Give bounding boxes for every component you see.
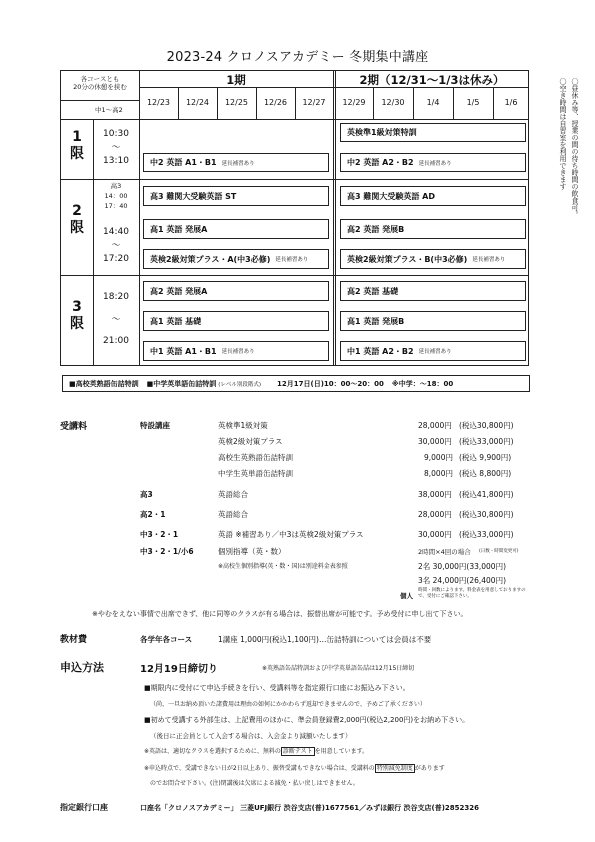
course-p2-t1-c: 英検2級対策プラス・A(中3必修) 延長補習あり: [143, 249, 329, 269]
period2-start: 14:40: [103, 227, 129, 237]
course-p3-t1-b: 高1 英語 基礎: [143, 311, 329, 331]
fee-footnote: ※やむをえない事情で出席できず、他に同等のクラスが有る場合は、振替出席が可能です。予め受付に申し出て下さい。: [92, 610, 468, 618]
grade-label: 高2・1: [140, 510, 166, 519]
date-cell: 12/27: [302, 98, 326, 107]
course-p2-t2-a: 高3 難関大受験英語 AD: [340, 186, 526, 206]
materials-heading: 教材費: [60, 635, 88, 645]
course-p2-t1-a: 高3 難関大受験英語 ST: [143, 186, 329, 206]
page-title: 2023-24 クロノスアカデミー 冬期集中講座: [166, 50, 429, 65]
period1-start: 10:30: [103, 129, 129, 139]
course-p2-t2-b: 高2 英語 発展B: [340, 219, 526, 239]
corner-note-1: 各コースとも: [80, 75, 120, 83]
corner-note-2: 20分の休憩を挟む: [73, 83, 127, 91]
date-cell: 12/24: [185, 98, 210, 107]
grade-label: 中3・2・1/小6: [140, 547, 194, 556]
schedule-table: 各コースとも 20分の休憩を挟む 中1〜高2 1期 2期（12/31〜1/3は休み） 12/23 12/24 12/25 12/26 12/27 12/29 12/30 1/4 1/5 1/6 1限 10:30 〜 13:10 2限 高3 14：00 17：40 14:40 〜 17:20 3限 18:20 〜 21:00 中2 英語 A1・B1 延長補習あり 高3 難関大受験英語 ST 高1 英語 発展A 英検2級対策プラス・A(中3必修) 延長補習あり 高2 英語 発展A 高1 英語 基礎 中1 英語 A1・B1 延長補習あり 英検準1級対策特訓 中2 英語 A2・B2 延長補習あり 高3 難関大受験英語 AD 高2 英語 発展B 英検2級対策プラス・B(中3必修) 延長補習あり 高2 英語 基礎 高1 英語 発展B 中1 英語 A2・B2 延長補習あり: [60, 70, 529, 366]
date-cell: 12/26: [263, 98, 288, 107]
fee-item-name: 英検2級対策プラス: [218, 437, 283, 446]
reduction-system: 特別減免制度: [376, 765, 413, 772]
individual-lesson: 個別指導（英・数）: [218, 547, 286, 556]
period1-label: 1限: [70, 129, 84, 162]
special-course-label: 特設講座: [140, 421, 170, 430]
fee-item-name: 英検準1級対策: [218, 421, 268, 430]
side-note-study-room: 〇空き時間は自習室を利用できます: [559, 78, 567, 190]
date-cell: 12/25: [224, 98, 249, 107]
term2-header: 2期（12/31〜1/3は休み）: [359, 73, 505, 87]
period1-end: 13:10: [103, 156, 129, 166]
period3-label: 3限: [70, 299, 84, 332]
date-cell: 1/6: [504, 98, 518, 107]
date-cell: 12/30: [381, 98, 405, 107]
special-training-bar: ■高校英熟語缶詰特訓 ■中学英単語缶詰特訓 (レベル別段階式) 12月17日(日)10：00〜20：00 ※中学：〜18：00: [62, 375, 530, 392]
term1-header: 1期: [226, 73, 246, 87]
apply-heading: 申込方法: [60, 661, 104, 674]
course-p3-t2-c: 中1 英語 A2・B2 延長補習あり: [340, 341, 526, 361]
course-p1-t2-b: 中2 英語 A2・B2 延長補習あり: [340, 153, 526, 172]
diagnostic-test: 診断テスト: [282, 748, 313, 755]
bank-account: 口座名「クロノスアカデミー」 三菱UFJ銀行 渋谷支店(普)1677561／みずほ銀行 渋谷支店(普)2852326: [140, 804, 480, 812]
date-cell: 1/4: [426, 98, 440, 107]
course-p2-t2-c: 英検2級対策プラス・B(中3必修) 延長補習あり: [340, 249, 526, 269]
period2-end: 17:20: [103, 254, 129, 264]
side-note-eating: 〇昼休み等、授業の間の待ち時間の飲食可。: [571, 78, 579, 218]
bank-heading: 指定銀行口座: [60, 803, 108, 812]
course-p3-t2-a: 高2 英語 基礎: [340, 281, 526, 301]
period3-end: 21:00: [103, 336, 129, 346]
course-p1-t2-a: 英検準1級対策特訓: [340, 123, 526, 142]
grade-range: 中1〜高2: [95, 106, 123, 114]
course-p2-t1-b: 高1 英語 発展A: [143, 219, 329, 239]
fee-item-name: 中学生英単語缶詰特訓: [218, 469, 293, 478]
course-p3-t1-c: 中1 英語 A1・B1 延長補習あり: [143, 341, 329, 361]
fees-heading: 受講料: [60, 422, 88, 432]
course-p1-t1-b: 中2 英語 A1・B1 延長補習あり: [143, 153, 329, 172]
date-cell: 1/5: [466, 98, 480, 107]
date-cell: 12/29: [342, 98, 366, 107]
deadline: 12月19日締切り: [140, 664, 218, 675]
grade-label: 中3・2・1: [140, 530, 179, 539]
period3-start: 18:20: [103, 292, 129, 302]
course-p3-t1-a: 高2 英語 発展A: [143, 281, 329, 301]
period2-label: 2限: [70, 203, 84, 236]
fee-item-name: 高校生英熟語缶詰特訓: [218, 453, 293, 462]
grade-label: 高3: [140, 490, 153, 499]
course-p3-t2-b: 高1 英語 発展B: [340, 311, 526, 331]
date-cell: 12/23: [146, 98, 171, 107]
